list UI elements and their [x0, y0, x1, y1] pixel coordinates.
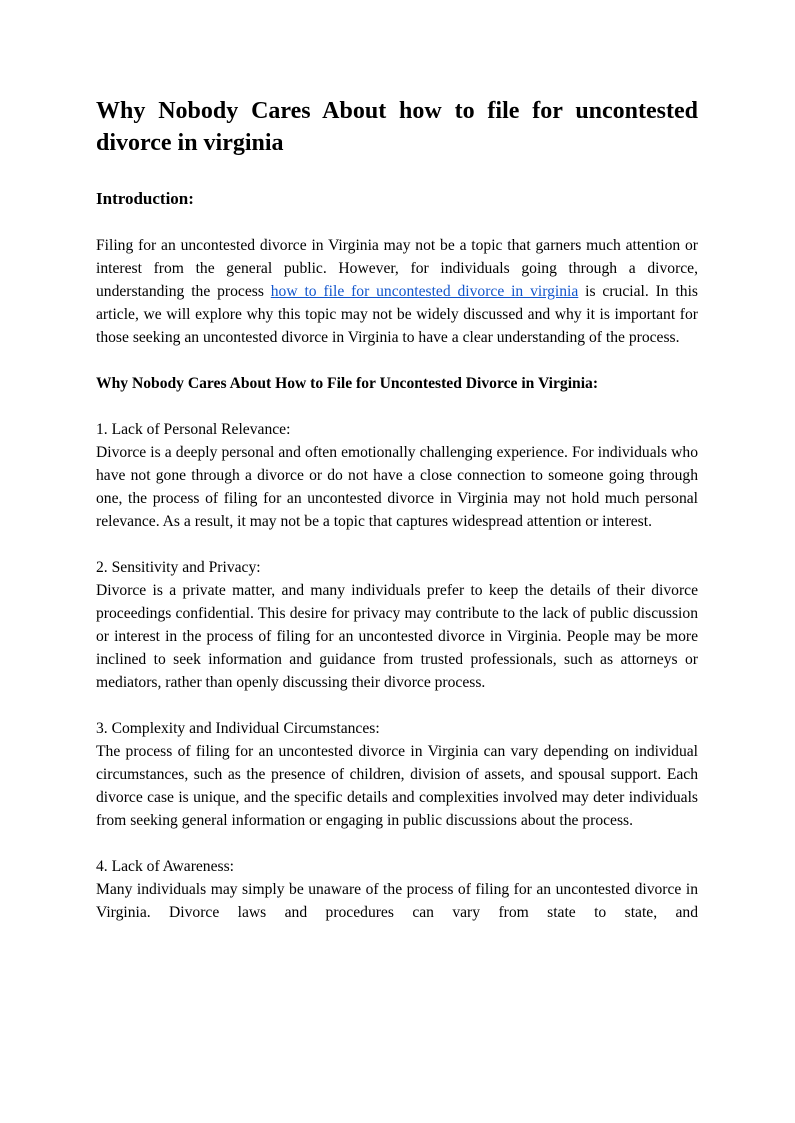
point-body: Divorce is a private matter, and many individuals prefer to keep the details of their divorce proceedings confidential. This desire for privacy may contribute to the lack of public discussion or interest in the process of filing for an uncontested divorce in Virginia. People may be more inclined to seek information and guidance from trusted professionals, such as attorneys or mediators, rather than openly discussing their divorce process. [96, 582, 698, 691]
intro-text-start: Filing for an uncontested divorce in Virginia may not be a topic that garners much attention or interest from the general public. However, for individuals going through a divorce, understanding the process [96, 237, 698, 300]
point-title: 4. Lack of Awareness: [96, 858, 234, 875]
point-title: 1. Lack of Personal Relevance: [96, 421, 291, 438]
intro-text-end: is crucial. In this article, we will explore why this topic may not be widely discussed and why it is important for those seeking an uncontested divorce in Virginia to have a clear understanding of the process. [96, 283, 698, 346]
point-body: Many individuals may simply be unaware of the process of filing for an uncontested divorce in Virginia. Divorce laws and procedures can vary from state to state, and [96, 881, 698, 921]
point-title: 2. Sensitivity and Privacy: [96, 559, 261, 576]
intro-heading: Introduction: [96, 189, 194, 208]
document-title: Why Nobody Cares About how to file for uncontested divorce in virginia [96, 98, 698, 156]
point-title: 3. Complexity and Individual Circumstances: [96, 720, 380, 737]
intro-paragraph [96, 234, 698, 349]
point-body: The process of filing for an uncontested divorce in Virginia can vary depending on individual circumstances, such as the presence of children, division of assets, and spousal support. Each divorce case is unique, and the specific details and complexities involved may deter individuals from seeking general information or engaging in public discussions about the process. [96, 743, 698, 829]
section-heading: Why Nobody Cares About How to File for Uncontested Divorce in Virginia: [96, 375, 599, 392]
article-link[interactable]: how to file for uncontested divorce in virginia [270, 283, 579, 300]
point-body: Divorce is a deeply personal and often emotionally challenging experience. For individuals who have not gone through a divorce or do not have a close connection to someone going through one, the process of filing for an uncontested divorce in Virginia may not hold much personal relevance. As a result, it may not be a topic that captures widespread attention or interest. [96, 444, 698, 530]
document-page [96, 95, 698, 924]
